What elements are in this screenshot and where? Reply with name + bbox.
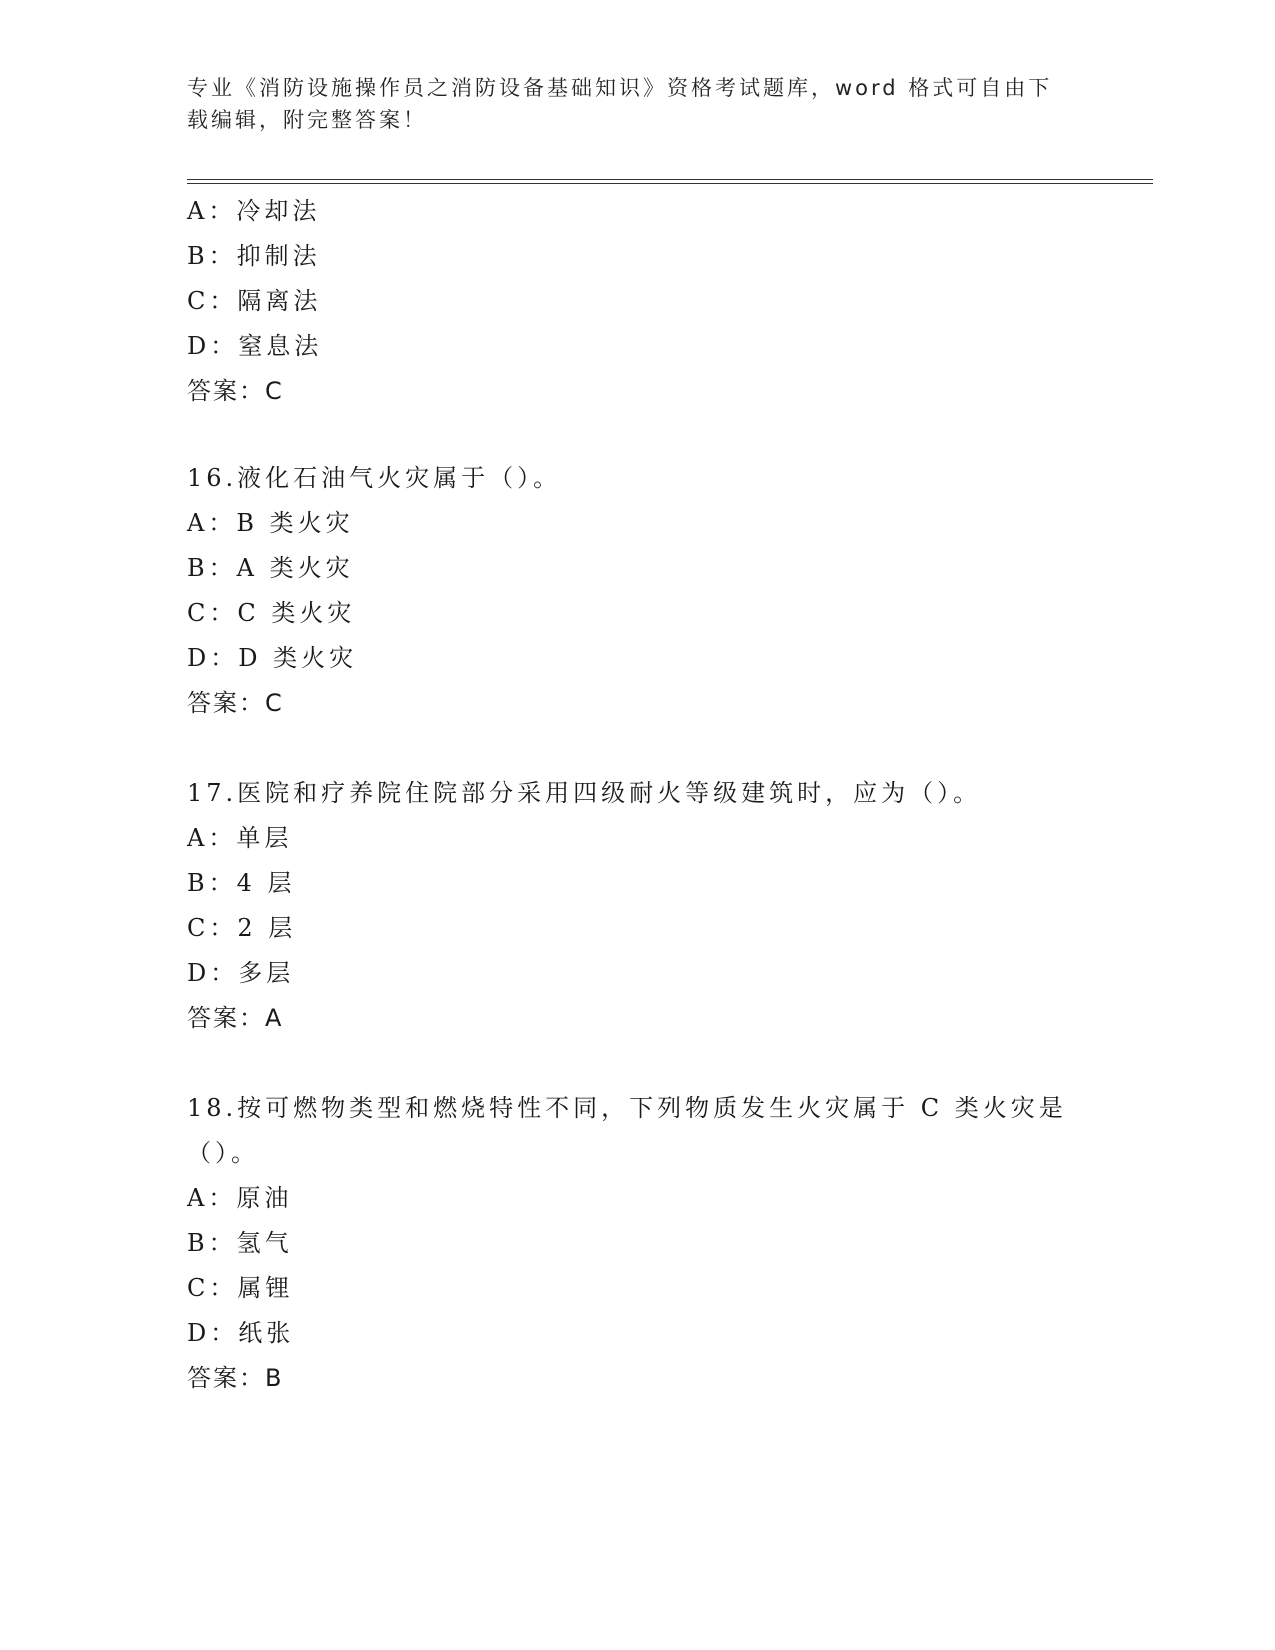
option-d: D：纸张 bbox=[187, 1319, 295, 1347]
answer: 答案：B bbox=[187, 1364, 284, 1392]
header-divider-bottom bbox=[187, 183, 1153, 184]
option-b: B：抑制法 bbox=[187, 242, 321, 270]
option-c: C：属锂 bbox=[187, 1274, 294, 1302]
question-stem: 16.液化石油气火灾属于（）。 bbox=[187, 464, 562, 492]
document-header bbox=[187, 72, 1067, 136]
answer: 答案：C bbox=[187, 689, 284, 717]
question-stem: 17.医院和疗养院住院部分采用四级耐火等级建筑时，应为（）。 bbox=[187, 779, 982, 807]
option-c: C：隔离法 bbox=[187, 287, 322, 315]
answer: 答案：A bbox=[187, 1004, 284, 1032]
header-divider-top bbox=[187, 179, 1153, 180]
option-a: A：B 类火灾 bbox=[187, 509, 354, 537]
header-line-1: 专业《消防设施操作员之消防设备基础知识》资格考试题库，word 格式可自由下 bbox=[187, 76, 1053, 100]
question-stem-continued: （）。 bbox=[187, 1139, 259, 1167]
question-stem: 18.按可燃物类型和燃烧特性不同，下列物质发生火灾属于 C 类火灾是 bbox=[187, 1094, 1067, 1122]
option-c: C：C 类火灾 bbox=[187, 599, 356, 627]
option-d: D：D 类火灾 bbox=[187, 644, 358, 672]
option-b: B：A 类火灾 bbox=[187, 554, 354, 582]
option-b: B：氢气 bbox=[187, 1229, 293, 1257]
option-c: C：2 层 bbox=[187, 914, 297, 942]
header-line-2: 载编辑，附完整答案！ bbox=[187, 108, 427, 132]
option-a: A：冷却法 bbox=[187, 197, 321, 225]
answer: 答案：C bbox=[187, 377, 284, 405]
option-b: B：4 层 bbox=[187, 869, 296, 897]
option-d: D：多层 bbox=[187, 959, 295, 987]
option-a: A：单层 bbox=[187, 824, 293, 852]
option-a: A：原油 bbox=[187, 1184, 293, 1212]
option-d: D：窒息法 bbox=[187, 332, 323, 360]
